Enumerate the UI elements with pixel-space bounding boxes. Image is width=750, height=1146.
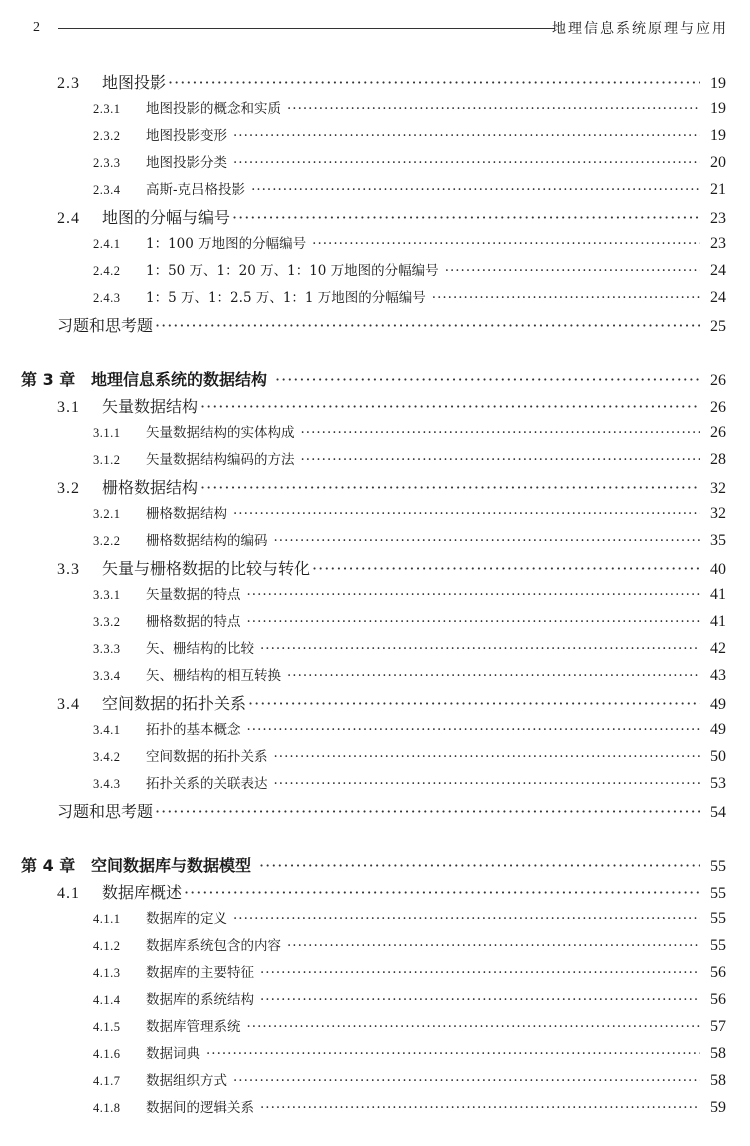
toc-entry-title: 数据库的定义 [146,911,227,927]
toc-entry-page: 24 [710,262,726,279]
toc-entry-title: 数据库的系统结构 [146,992,254,1008]
toc-leader-dots [445,263,700,279]
toc-entry-number: 2.3.4 [93,183,121,197]
toc-leader-dots [301,425,701,441]
toc-entry-title: 习题和思考题 [57,316,154,335]
toc-entry-page: 32 [710,480,726,497]
toc-entry-title: 数据间的逻辑关系 [146,1100,254,1116]
toc-entry-sub [93,178,726,199]
toc-entry-page: 43 [710,667,726,684]
toc-entry-title: 栅格数据结构 [102,478,199,497]
toc-entry-sub [93,745,726,766]
toc-entry-sub [93,637,726,658]
toc-entry-sub [93,502,726,523]
toc-leader-dots [274,749,701,765]
toc-leader-dots [200,478,700,497]
toc-entry-title: 拓扑的基本概念 [146,722,241,738]
toc-entry-sub [93,151,726,172]
toc-entry-number: 3.1.2 [93,453,121,467]
toc-entry-sub [93,934,726,955]
toc-entry-sub [93,286,726,307]
toc-entry-sub [93,718,726,739]
toc-entry-sub [93,232,726,253]
toc-entry-page: 53 [710,775,726,792]
toc-entry-sub [93,529,726,550]
toc-entry-title: 习题和思考题 [57,802,154,821]
toc-entry-title: 空间数据库与数据模型 [91,856,252,875]
toc-entry-page: 24 [710,289,726,306]
toc-entry-title: 矢、栅结构的比较 [146,641,254,657]
toc-leader-dots [260,992,700,1008]
toc-entry-page: 32 [710,505,726,522]
toc-entry-title: 矢量数据结构的实体构成 [146,425,295,441]
toc-leader-dots [432,290,700,306]
toc-entry-number: 3.3.3 [93,642,121,656]
toc-entry-sub [93,907,726,928]
toc-entry-title: 矢、栅结构的相互转换 [146,668,281,684]
toc-leader-dots [287,668,700,684]
toc-leader-dots [247,614,701,630]
toc-entry-number: 4.1 [57,885,80,902]
toc-entry-sec [57,556,726,579]
toc-entry-title: 空间数据的拓扑关系 [102,694,247,713]
toc-entry-page: 41 [710,613,726,630]
toc-entry-page: 26 [710,372,726,389]
toc-entry-number: 4.1.5 [93,1020,121,1034]
toc-entry-number: 2.4.3 [93,291,121,305]
toc-entry-sub [93,1096,726,1117]
toc-entry-title: 矢量与栅格数据的比较与转化 [102,559,311,578]
toc-entry-number: 2.3.3 [93,156,121,170]
toc-entry-title: 高斯-克吕格投影 [146,182,246,198]
toc-entry-number: 3.4 [57,696,80,713]
toc-entry-number: 4.1.8 [93,1101,121,1115]
toc-entry-number: 3.1.1 [93,426,121,440]
toc-entry-title: 1：5 万、1：2.5 万、1：1 万地图的分幅编号 [146,290,426,306]
toc-entry-number: 3.3.2 [93,615,121,629]
toc-leader-dots [233,155,700,171]
toc-leader-dots [312,236,700,252]
toc-entry-page: 49 [710,696,726,713]
toc-entry-page: 50 [710,748,726,765]
toc-entry-ex [57,313,726,336]
toc-entry-number: 4.1.2 [93,939,121,953]
toc-entry-sub [93,961,726,982]
toc-entry-page: 21 [710,181,726,198]
page-header [0,14,750,44]
toc-leader-dots [247,1019,701,1035]
toc-entry-sub [93,97,726,118]
toc-entry-title: 1：50 万、1：20 万、1：10 万地图的分幅编号 [146,263,439,279]
toc-entry-title: 地图投影分类 [146,155,227,171]
toc-entry-page: 54 [710,804,726,821]
toc-entry-number: 4.1.3 [93,966,121,980]
toc-entry-page: 19 [710,75,726,92]
toc-leader-dots [248,694,700,713]
toc-leader-dots [312,559,700,578]
toc-entry-title: 拓扑关系的关联表达 [146,776,268,792]
toc-entry-page: 57 [710,1018,726,1035]
toc-entry-page: 41 [710,586,726,603]
toc-entry-title: 地图投影的概念和实质 [146,101,281,117]
toc-leader-dots [184,883,700,902]
toc-entry-title: 地图的分幅与编号 [102,208,231,227]
toc-entry-page: 55 [710,885,726,902]
toc-leader-dots [260,965,700,981]
toc-leader-dots [232,208,700,227]
toc-entry-number: 2.4.2 [93,264,121,278]
toc-entry-page: 20 [710,154,726,171]
toc-entry-page: 58 [710,1045,726,1062]
toc-entry-page: 55 [710,910,726,927]
toc-leader-dots [155,802,700,821]
toc-entry-number: 4.1.7 [93,1074,121,1088]
toc-entry-page: 56 [710,991,726,1008]
toc-entry-number: 第 4 章 [21,856,76,875]
toc-entry-title: 地理信息系统的数据结构 [91,370,268,389]
toc-entry-title: 矢量数据结构编码的方法 [146,452,295,468]
book-title: 地理信息系统原理与应用 [552,21,728,37]
toc-entry-page: 40 [710,561,726,578]
toc-entry-page: 26 [710,399,726,416]
toc-entry-page: 55 [710,858,726,875]
toc-entry-number: 3.1 [57,399,80,416]
toc-leader-dots [275,370,700,389]
toc-entry-number: 2.3 [57,75,80,92]
header-rule [58,28,555,29]
toc-entry-sub [93,583,726,604]
toc-leader-dots [200,397,700,416]
toc-entry-sub [93,1015,726,1036]
toc-entry-number: 2.4 [57,210,80,227]
toc-entry-title: 数据库管理系统 [146,1019,241,1035]
toc-leader-dots [274,533,701,549]
page-number: 2 [33,20,40,35]
toc-entry-title: 矢量数据的特点 [146,587,241,603]
toc-entry-title: 1：100 万地图的分幅编号 [146,236,307,252]
toc-entry-page: 35 [710,532,726,549]
toc-entry-title: 空间数据的拓扑关系 [146,749,268,765]
toc-entry-page: 56 [710,964,726,981]
toc-entry-title: 栅格数据的特点 [146,614,241,630]
toc-leader-dots [247,587,701,603]
toc-entry-sec [57,475,726,498]
toc-leader-dots [206,1046,700,1062]
toc-leader-dots [287,938,700,954]
toc-entry-title: 数据库概述 [102,883,183,902]
toc-entry-sec [57,70,726,93]
toc-leader-dots [233,128,700,144]
toc-entry-title: 数据组织方式 [146,1073,227,1089]
toc-entry-sec [57,205,726,228]
toc-entry-number: 2.3.1 [93,102,121,116]
toc-entry-number: 3.4.2 [93,750,121,764]
toc-entry-page: 28 [710,451,726,468]
toc-leader-dots [155,316,700,335]
toc-entry-sub [93,124,726,145]
toc-entry-sub [93,610,726,631]
toc-entry-page: 55 [710,937,726,954]
toc-entry-title: 栅格数据结构 [146,506,227,522]
toc-leader-dots [247,722,701,738]
toc-entry-number: 4.1.4 [93,993,121,1007]
toc-entry-number: 2.3.2 [93,129,121,143]
toc-entry-page: 25 [710,318,726,335]
toc-entry-number: 3.2.2 [93,534,121,548]
toc-entry-sec [57,880,726,903]
toc-entry-title: 栅格数据结构的编码 [146,533,268,549]
toc-entry-title: 数据库系统包含的内容 [146,938,281,954]
toc-entry-number: 3.3 [57,561,80,578]
toc-entry-sub [93,448,726,469]
toc-entry-number: 4.1.1 [93,912,121,926]
toc-leader-dots [233,506,700,522]
toc-entry-chap [21,367,726,390]
toc-entry-ex [57,799,726,822]
toc-entry-sub [93,772,726,793]
toc-leader-dots [260,1100,700,1116]
toc-leader-dots [274,776,701,792]
toc-entry-number: 4.1.6 [93,1047,121,1061]
toc-entry-number: 3.4.3 [93,777,121,791]
toc-entry-number: 3.2 [57,480,80,497]
toc-entry-page: 59 [710,1099,726,1116]
toc-entry-sub [93,1069,726,1090]
toc-entry-chap [21,853,726,876]
toc-entry-page: 23 [710,210,726,227]
toc-entry-sub [93,421,726,442]
toc-leader-dots [259,856,700,875]
toc-entry-sec [57,691,726,714]
toc-entry-title: 地图投影变形 [146,128,227,144]
toc-entry-title: 数据词典 [146,1046,200,1062]
toc-entry-title: 矢量数据结构 [102,397,199,416]
toc-leader-dots [168,73,700,92]
toc-entry-title: 地图投影 [102,73,167,92]
toc-entry-sec [57,394,726,417]
toc-leader-dots [251,182,700,198]
toc-leader-dots [301,452,701,468]
toc-entry-page: 49 [710,721,726,738]
toc-entry-number: 2.4.1 [93,237,121,251]
toc-leader-dots [287,101,700,117]
toc-leader-dots [233,1073,700,1089]
toc-entry-number: 第 3 章 [21,370,76,389]
toc-entry-page: 23 [710,235,726,252]
toc-entry-number: 3.3.1 [93,588,121,602]
toc-entry-sub [93,988,726,1009]
toc-entry-number: 3.2.1 [93,507,121,521]
toc-entry-number: 3.3.4 [93,669,121,683]
toc-entry-sub [93,664,726,685]
toc-entry-page: 58 [710,1072,726,1089]
toc-leader-dots [260,641,700,657]
toc-entry-page: 42 [710,640,726,657]
toc-entry-page: 19 [710,127,726,144]
toc-entry-number: 3.4.1 [93,723,121,737]
toc-entry-sub [93,1042,726,1063]
toc-leader-dots [233,911,700,927]
toc-entry-page: 26 [710,424,726,441]
toc-entry-sub [93,259,726,280]
toc-entry-page: 19 [710,100,726,117]
toc-entry-title: 数据库的主要特征 [146,965,254,981]
